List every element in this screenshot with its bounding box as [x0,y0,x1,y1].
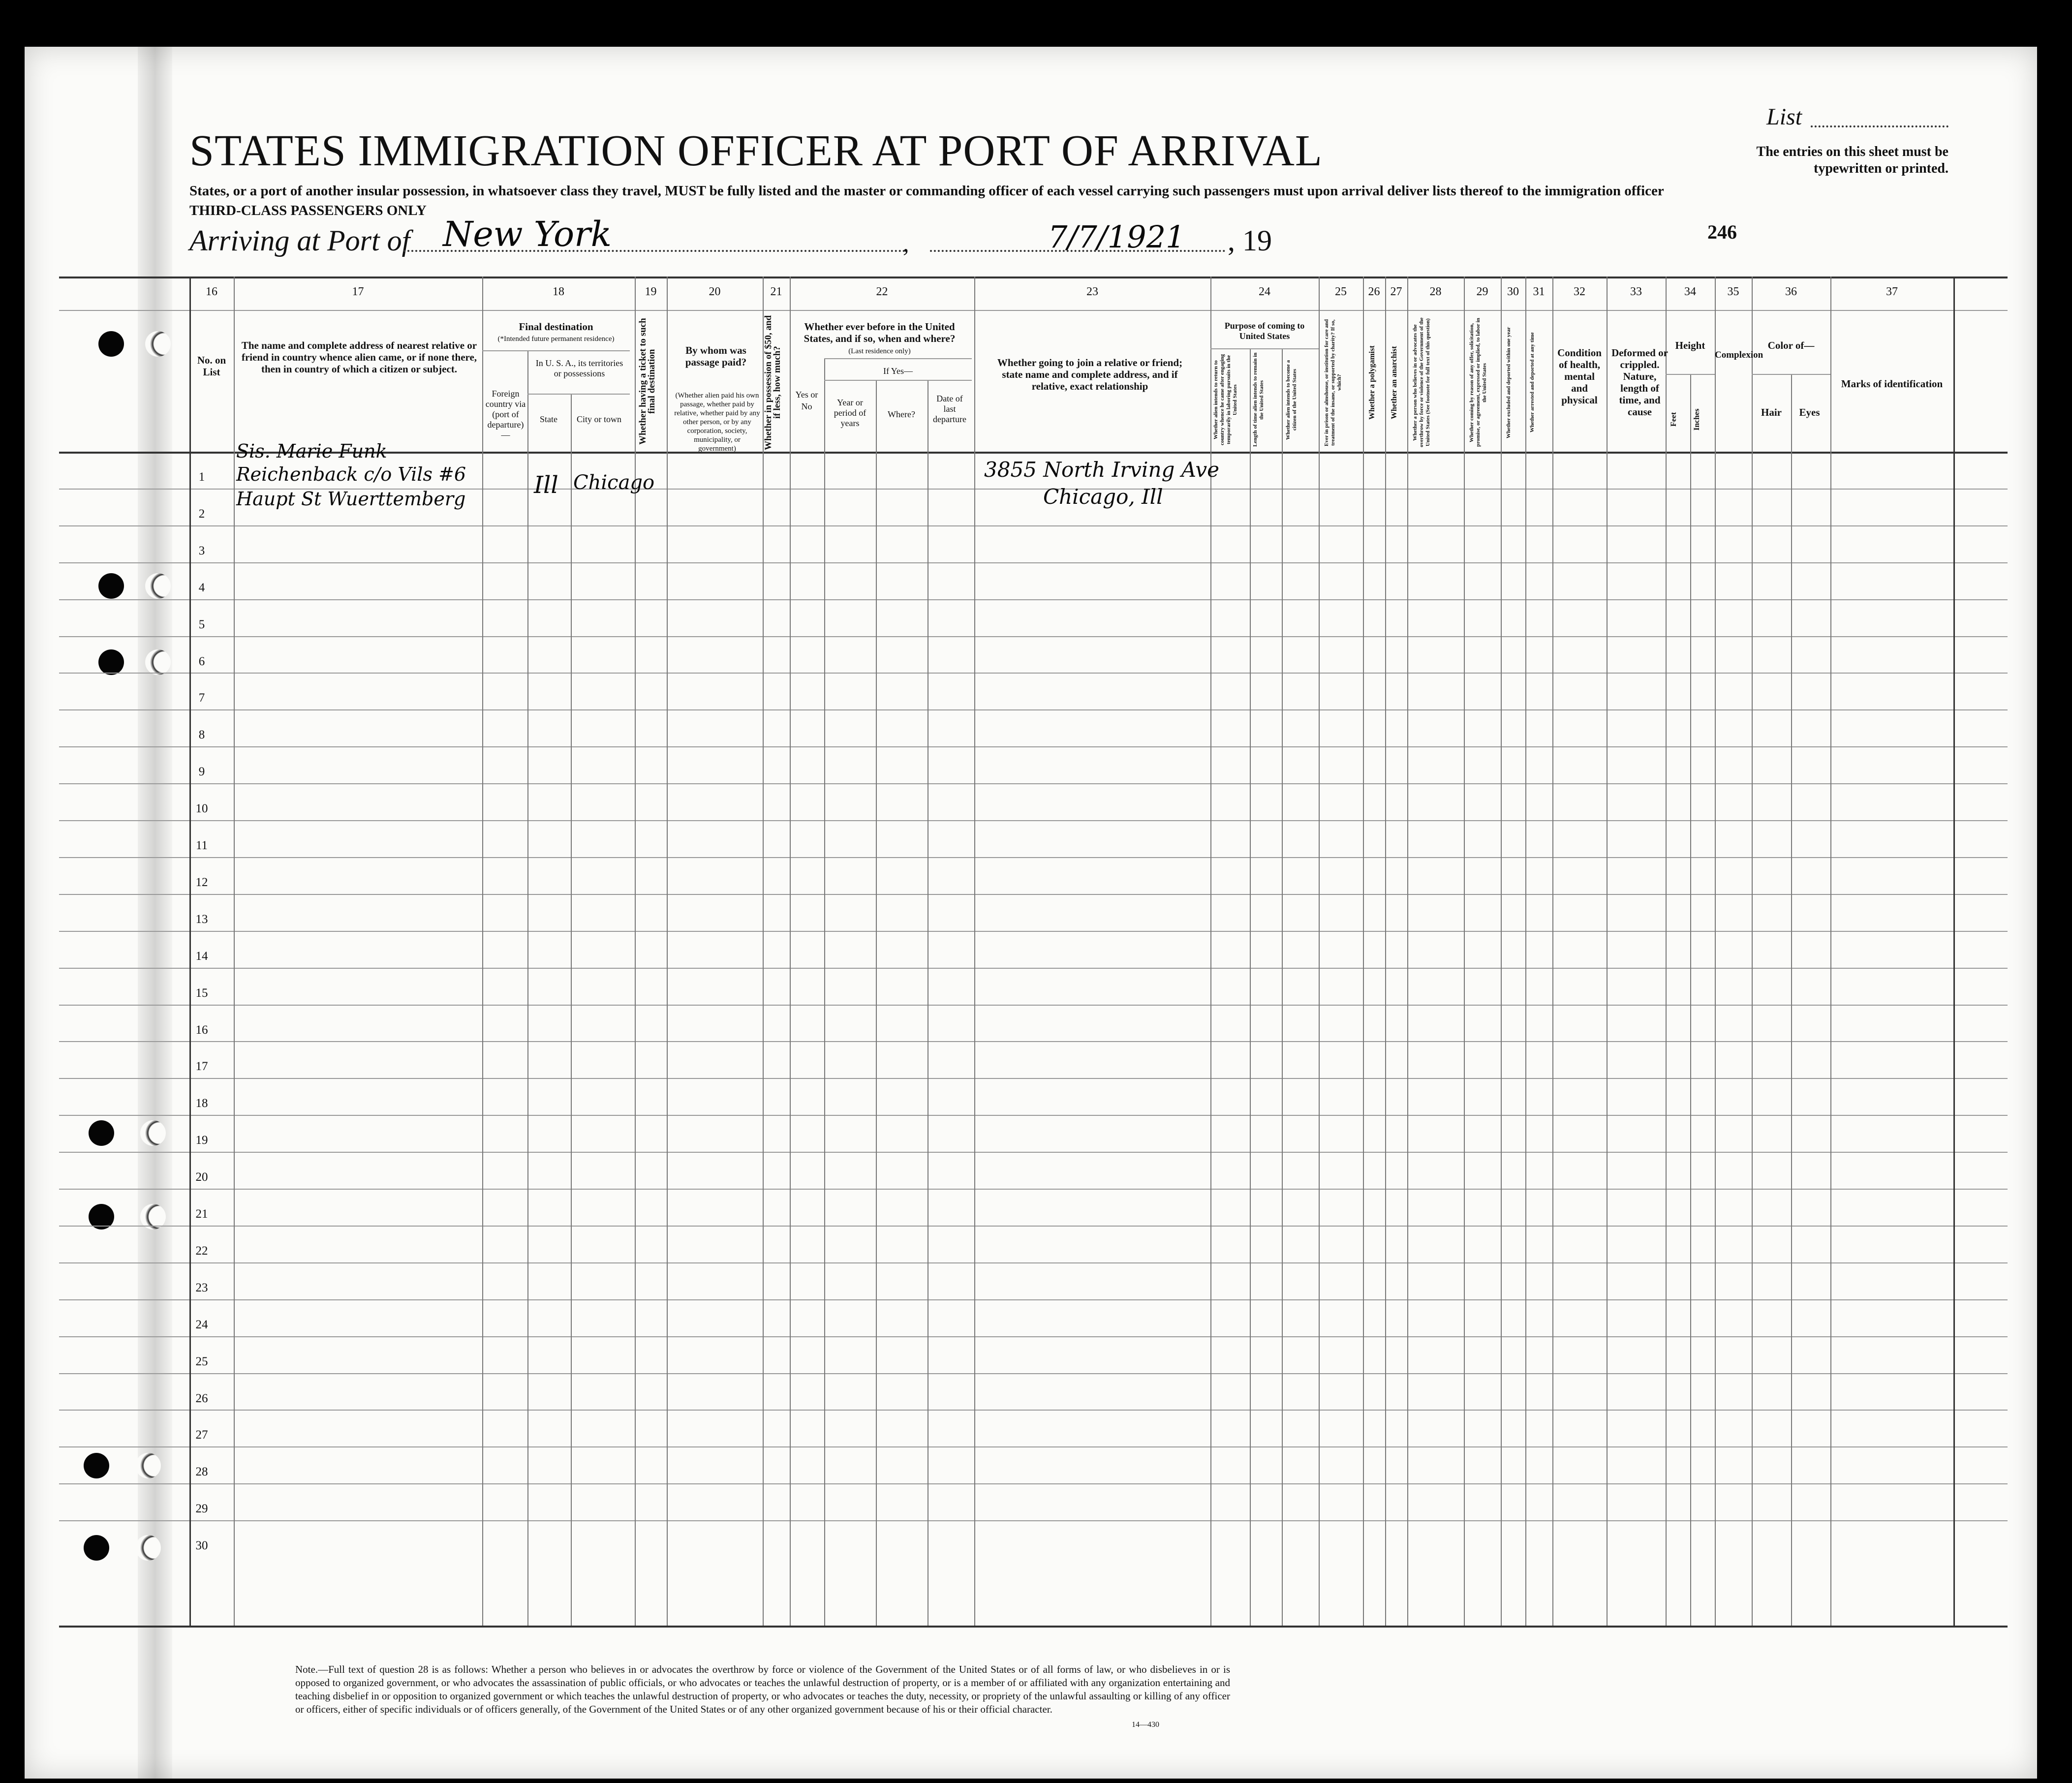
column-number: 28 [1429,285,1442,298]
row-number: 8 [198,728,205,742]
column-number: 17 [352,285,364,298]
form-title: STATES IMMIGRATION OFFICER AT PORT OF ARRIVAL [189,126,1323,175]
punch-hole [98,649,124,675]
header-complexion: Complexion [1715,350,1763,360]
row-number: 10 [195,802,208,816]
column-number: 29 [1476,285,1488,298]
sub-column-rule [1250,348,1251,1626]
manifest-sheet [25,47,2037,1779]
header-feet: Feet [1670,412,1678,427]
row-number: 9 [198,765,205,779]
header-passage-paid: By whom was passage paid? [685,344,747,368]
punch-hole [135,1535,161,1561]
row-number: 18 [195,1097,208,1110]
column-number: 27 [1390,285,1402,298]
column-number: 30 [1507,285,1519,298]
header-purpose-citizen: Whether alien intends to become a citizen of the United States [1285,360,1298,440]
row1-relative-line1: Sis. Marie Funk [236,440,387,462]
header-year-period: Year or period of years [834,398,866,428]
header-hair: Hair [1761,406,1782,418]
header-question-28: Whether a person who believes in or advocates the overthrow by force or violence of the Government of the United States (See footnote for full text of this question) [1412,317,1431,448]
class-label: THIRD-CLASS PASSENGERS ONLY [189,203,427,218]
header-fifty-dollars: Whether in possession of $50, and if less, how much? [763,315,782,450]
header-offer-labor: Whether coming by reason of any offer, solicitation, promise, or agreement, expressed or implied, to labor in the United States [1469,318,1487,447]
column-number: 19 [645,285,657,298]
sheet-number: 246 [1707,221,1737,243]
header-if-yes: If Yes— [883,366,913,376]
punch-hole [98,331,124,357]
rule [824,358,972,359]
header-eyes: Eyes [1799,406,1820,418]
column-number: 35 [1727,285,1739,298]
row-number: 27 [195,1428,208,1442]
year-label: , 19 [1228,224,1272,257]
column-number: 31 [1533,285,1545,298]
row-number: 11 [195,839,208,852]
table-bottom-rule [59,1626,2008,1628]
header-deformed: Deformed or crippled. Nature, length of time, and cause [1611,347,1668,418]
sub-column-rule [571,394,572,1626]
row-number: 28 [195,1465,208,1479]
punch-hole [98,573,124,599]
column-rule [1666,277,1667,1626]
header-passage-note: (Whether alien paid his own passage, whether paid by relative, whether paid by any other person, or by any corporation, society, municipality, or government) [674,392,760,453]
header-nearest-relative: The name and complete address of nearest relative or friend in country whence alien came, or if none there, then in country of which a citizen or subject. [241,339,477,375]
row-number: 7 [198,691,205,705]
footnote: Note.—Full text of question 28 is as follows: Whether a person who believes in or advocates the overthrow by force or violence of the Government of the United States or of all forms of law, or who disbelieves in or is opposed to organized government, or who advocates the assassination of public officials, or who advocates or teaches the unlawful destruction of property, or is a member of or affiliated with any organization entertaining and teaching disbelief in or opposition to organized government or which teaches the unlawful destruction of property, or who advocates or teaches the duty, necessity, or propriety of the unlawful assaulting or killing of any officer or officers, either of specific individuals or of officers generally, of the Government of the United States or of any other organized government because of his or their official character. [295,1663,1230,1715]
column-number: 18 [553,285,564,298]
column-rule [1552,277,1553,1626]
row-number: 5 [198,617,205,631]
rule [1752,374,1830,375]
column-rule [1953,277,1955,1626]
row-number: 16 [195,1023,208,1037]
column-rule [1607,277,1608,1626]
punch-hole [145,573,171,599]
header-where: Where? [888,409,915,419]
column-number: 22 [876,285,888,298]
column-number: 26 [1368,285,1380,298]
header-prison: Ever in prison or almshouse, or institution for care and treatment of the insane, or supported by charity? If so, which? [1324,319,1342,446]
header-polygamist: Whether a polygamist [1368,345,1376,420]
row-number: 15 [195,986,208,1000]
header-city: City or town [576,414,621,424]
punch-hole [145,331,171,357]
row-number: 3 [198,544,205,557]
row-number: 26 [195,1391,208,1405]
column-rule [1501,277,1502,1626]
header-color-of: Color of— [1767,339,1815,351]
date-value: 7/7/1921 [1048,219,1185,255]
header-usa: In U. S. A., its territories or possessions [535,358,623,378]
row-number: 23 [195,1281,208,1294]
header-ever-before: Whether ever before in the United States, and if so, when and where? [804,321,956,344]
rule [1666,374,1715,375]
row-number: 22 [195,1244,208,1258]
sub-column-rule [1690,374,1691,1626]
row-number: 24 [195,1318,208,1331]
sub-column-rule [824,358,825,1626]
column-rule [1385,277,1386,1626]
row-number: 12 [195,875,208,889]
column-number: 23 [1086,285,1098,298]
header-foreign-country: Foreign country via (port of departure)— [485,389,526,440]
row-number: 13 [195,912,208,926]
list-label: List [1766,104,1802,130]
header-final-destination: Final destination [519,321,593,333]
row1-relative-line3: Haupt St Wuerttemberg [236,488,466,510]
sub-column-rule [876,380,877,1626]
column-rule [1407,277,1408,1626]
column-rule [667,277,668,1626]
comma-separator: , [903,229,909,257]
row1-relative-line2: Reichenback c/o Vils #6 [236,463,466,485]
rule [527,394,630,395]
header-no-on-list: No. on List [197,354,226,378]
list-note: The entries on this sheet must be typewritten or printed. [1756,144,1948,176]
column-number: 16 [206,285,217,298]
sub-column-rule [1282,348,1283,1626]
column-number: 24 [1259,285,1270,298]
row-number: 25 [195,1354,208,1368]
column-rule [763,277,764,1626]
punch-hole [145,649,171,675]
row-number: 1 [198,470,205,484]
column-rule [189,277,191,1626]
rule [1210,348,1319,349]
punch-hole [140,1120,166,1146]
row-number: 17 [195,1060,208,1074]
row-number: 2 [198,507,205,521]
column-rule [482,277,483,1626]
column-rule [1715,277,1716,1626]
row-number: 21 [195,1207,208,1221]
header-anarchist: Whether an anarchist [1390,346,1398,419]
column-number: 37 [1886,285,1898,298]
column-rule [234,277,235,1626]
row1-join-line1: 3855 North Irving Ave [984,458,1219,482]
punch-hole [135,1453,161,1478]
form-subtitle: States, or a port of another insular possession, in whatsoever class they travel, MUST be fully listed and the master or commanding officer of each vessel carrying such passengers must upon arrival deliver lists thereof to the immigration officer [189,183,1664,199]
header-state: State [540,414,557,424]
column-rule [1525,277,1526,1626]
column-rule [1464,277,1465,1626]
row-number: 29 [195,1502,208,1516]
column-rule [1752,277,1753,1626]
header-purpose: Purpose of coming to United States [1224,321,1305,341]
column-number: 21 [770,285,782,298]
column-number: 34 [1684,285,1696,298]
column-number: 33 [1630,285,1642,298]
header-purpose-length: Length of time alien intends to remain in the United States [1252,352,1265,447]
column-number: 32 [1574,285,1585,298]
row-number: 4 [198,581,205,594]
row1-join-line2: Chicago, Ill [1043,485,1163,509]
header-going-to-join: Whether going to join a relative or friend; state name and complete address, and if relative, exact relationship [997,357,1183,392]
row1-city: Chicago [573,471,655,494]
port-value: New York [443,214,612,254]
sub-column-rule [527,350,528,1626]
punch-hole [89,1120,114,1146]
row-number: 14 [195,949,208,963]
row1-state: Ill [534,471,558,499]
header-yes-or-no: Yes or No [795,390,818,411]
row-number: 6 [198,654,205,668]
page-fold [138,47,172,1779]
column-number: 36 [1785,285,1797,298]
row-number: 19 [195,1134,208,1147]
header-arrested: Whether arrested and deported at any time [1529,332,1535,433]
arriving-label: Arriving at Port of [189,224,410,257]
row-number: 20 [195,1170,208,1184]
form-number: 14—430 [1132,1721,1159,1729]
list-line [1811,125,1948,127]
column-rule [1363,277,1364,1626]
sub-column-rule [1791,374,1792,1626]
header-marks: Marks of identification [1841,378,1943,390]
header-ticket: Whether having a ticket to such final destination [638,318,657,445]
column-number: 20 [709,285,721,298]
punch-hole [84,1535,109,1561]
column-rule [1830,277,1831,1626]
row-number: 30 [195,1539,208,1553]
rule [482,350,630,351]
column-number: 25 [1335,285,1347,298]
header-height: Height [1675,339,1705,351]
rule [824,380,972,381]
header-health: Condition of health, mental and physical [1557,347,1602,406]
header-final-destination-sub: (*Intended future permanent residence) [497,335,615,343]
header-last-departure: Date of last departure [933,394,966,424]
column-rule [790,277,791,1626]
column-rule [1319,277,1320,1626]
column-rule [974,277,975,1626]
header-inches: Inches [1693,408,1701,430]
header-purpose-return: Whether alien intends to return to country whence he came after engaging temporarily in laboring pursuits in the United States [1213,354,1238,446]
header-ever-before-sub: (Last residence only) [848,347,911,355]
punch-hole [84,1453,109,1478]
header-excluded: Whether excluded and deported within one year [1506,327,1512,438]
